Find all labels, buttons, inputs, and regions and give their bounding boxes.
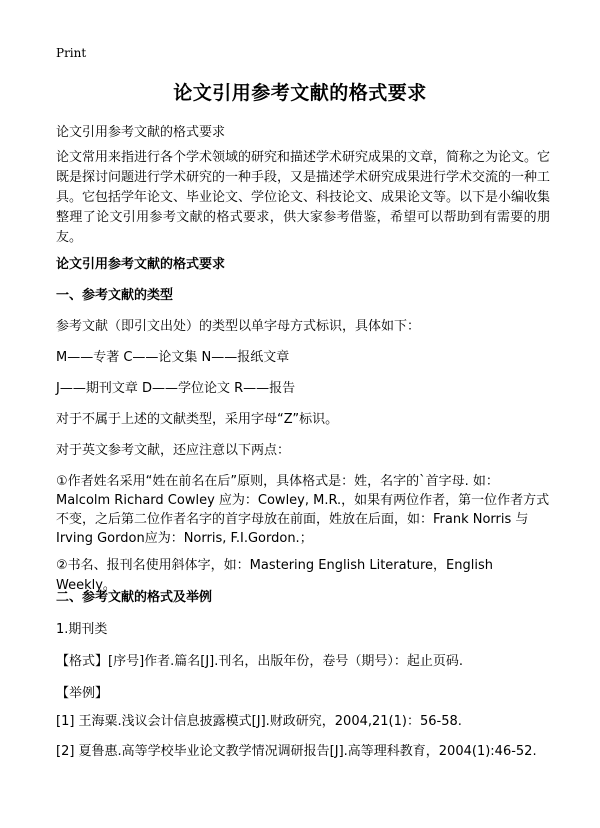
- english-refs-note: 对于英文参考文献，还应注意以下两点：: [56, 443, 291, 458]
- document-subtitle: 论文引用参考文献的格式要求: [56, 125, 226, 140]
- page-title: 论文引用参考文献的格式要求: [173, 82, 427, 104]
- point-1: ①作者姓名采用“姓在前名在后”原则，具体格式是：姓，名字的`首字母. 如：Malcolm Richard Cowley 应为：Cowley, M.R.，如果有两位作者，第一位作者方式不变，之后第二位作者名字的首字母放在前面，姓放在后面，如：Frank Norris 与Irving Gordon应为：Norris, F.I.Gordon.；: [56, 474, 550, 546]
- format-line: 【格式】[序号]作者.篇名[J].刊名，出版年份，卷号（期号）：起止页码.: [56, 654, 464, 669]
- part1-heading: 一、参考文献的类型: [56, 288, 174, 303]
- periodicals-label: 1.期刊类: [56, 622, 108, 637]
- section-heading: 论文引用参考文献的格式要求: [56, 257, 226, 272]
- point-2: ②书名、报刊名使用斜体字，如：Mastering English Literature，English Weekly。: [56, 558, 493, 593]
- print-link[interactable]: Print: [56, 46, 87, 60]
- example-label: 【举例】: [56, 686, 109, 701]
- part2-heading: 二、参考文献的格式及举例: [56, 590, 213, 605]
- types-line-2: J——期刊文章 D——学位论文 R——报告: [56, 381, 296, 396]
- example-2: [2] 夏鲁惠.高等学校毕业论文教学情况调研报告[J].高等理科教育，2004(1):46-52.: [56, 744, 537, 759]
- types-line-1: M——专著 C——论文集 N——报纸文章: [56, 350, 290, 365]
- other-types-note: 对于不属于上述的文献类型，采用字母“Z”标识。: [56, 412, 339, 427]
- example-1: [1] 王海粟.浅议会计信息披露模式[J].财政研究，2004,21(1)：56-58.: [56, 714, 462, 729]
- intro-paragraph: 论文常用来指进行各个学术领域的研究和描述学术研究成果的文章，简称之为论文。它既是探讨问题进行学术研究的一种手段，又是描述学术研究成果进行学术交流的一种工具。它包括学年论文、毕业论文、学位论文、科技论文、成果论文等。以下是小编收集整理了论文引用参考文献的格式要求，供大家参考借鉴，希望可以帮助到有需要的朋友。: [56, 150, 551, 245]
- part1-intro: 参考文献（即引文出处）的类型以单字母方式标识，具体如下：: [56, 319, 421, 334]
